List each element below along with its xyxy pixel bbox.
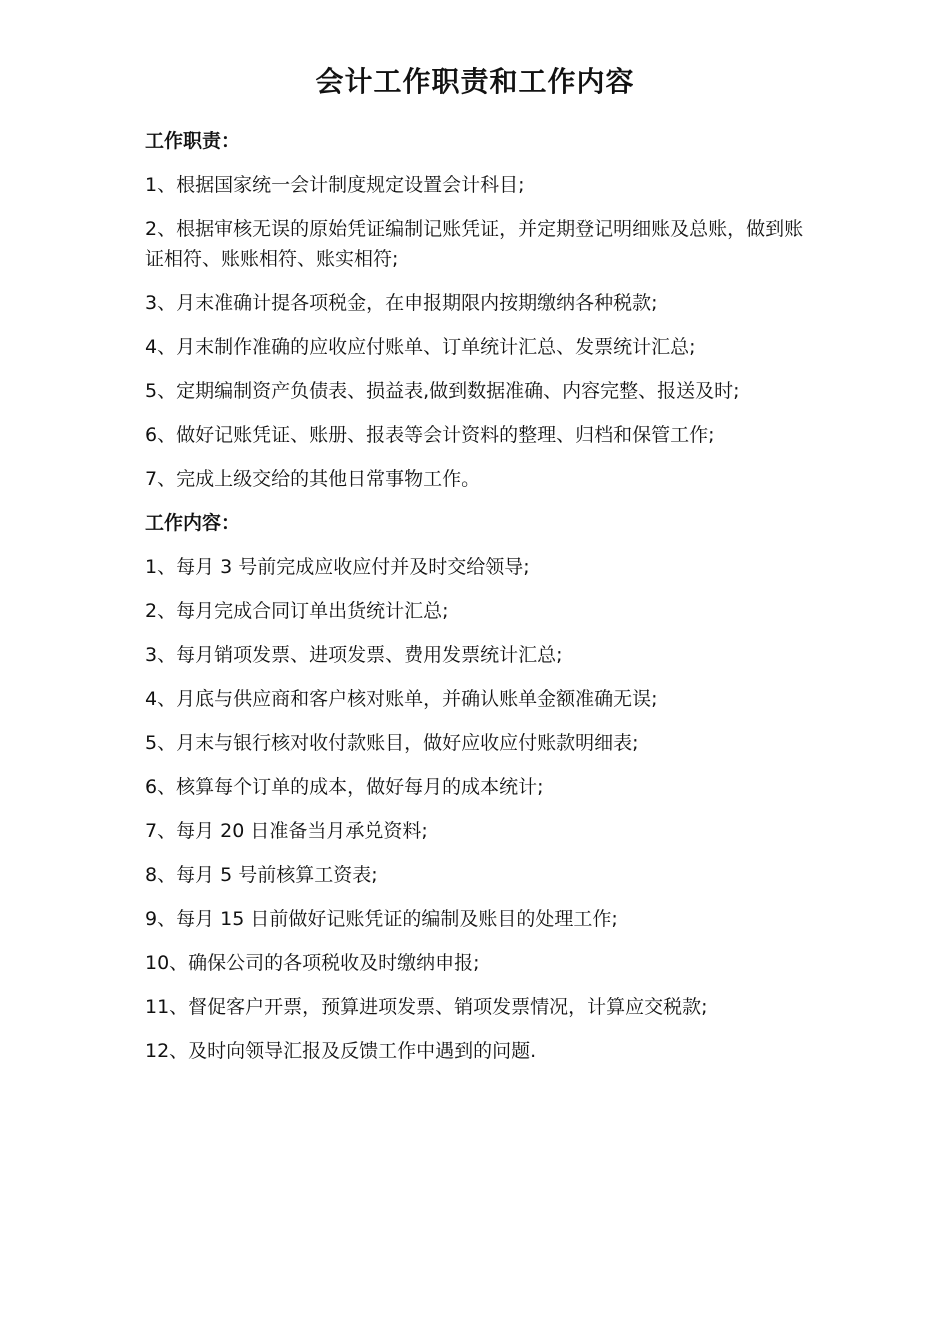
content-item-6: 6、核算每个订单的成本，做好每月的成本统计; — [145, 776, 544, 798]
content-item-4: 4、月底与供应商和客户核对账单，并确认账单金额准确无误; — [145, 688, 658, 710]
contents-heading: 工作内容： — [145, 512, 241, 534]
document-body — [145, 126, 813, 1080]
content-item-8: 8、每月 5 号前核算工资表; — [145, 864, 378, 886]
responsibility-item-5: 5、定期编制资产负债表、损益表,做到数据准确、内容完整、报送及时; — [145, 380, 740, 402]
responsibility-item-7: 7、完成上级交给的其他日常事物工作。 — [145, 468, 481, 490]
content-item-5: 5、月末与银行核对收付款账目，做好应收应付账款明细表; — [145, 732, 639, 754]
content-item-10: 10、确保公司的各项税收及时缴纳申报; — [145, 952, 480, 974]
responsibility-item-1: 1、根据国家统一会计制度规定设置会计科目; — [145, 174, 525, 196]
content-item-9: 9、每月 15 日前做好记账凭证的编制及账目的处理工作; — [145, 908, 618, 930]
content-item-2: 2、每月完成合同订单出货统计汇总; — [145, 600, 449, 622]
responsibility-item-3: 3、月末准确计提各项税金，在申报期限内按期缴纳各种税款; — [145, 292, 658, 314]
content-item-7: 7、每月 20 日准备当月承兑资料; — [145, 820, 428, 842]
document-title: 会计工作职责和工作内容 — [315, 65, 635, 98]
content-item-1: 1、每月 3 号前完成应收应付并及时交给领导; — [145, 556, 530, 578]
responsibilities-heading: 工作职责： — [145, 130, 241, 152]
responsibility-item-4: 4、月末制作准确的应收应付账单、订单统计汇总、发票统计汇总; — [145, 336, 696, 358]
content-item-11: 11、督促客户开票，预算进项发票、销项发票情况，计算应交税款; — [145, 996, 708, 1018]
content-item-12: 12、及时向领导汇报及反馈工作中遇到的问题. — [145, 1040, 537, 1062]
content-item-3: 3、每月销项发票、进项发票、费用发票统计汇总; — [145, 644, 563, 666]
responsibility-item-6: 6、做好记账凭证、账册、报表等会计资料的整理、归档和保管工作; — [145, 424, 715, 446]
responsibility-item-2: 2、根据审核无误的原始凭证编制记账凭证，并定期登记明细账及总账，做到账证相符、账账相符、账实相符; — [145, 218, 804, 270]
